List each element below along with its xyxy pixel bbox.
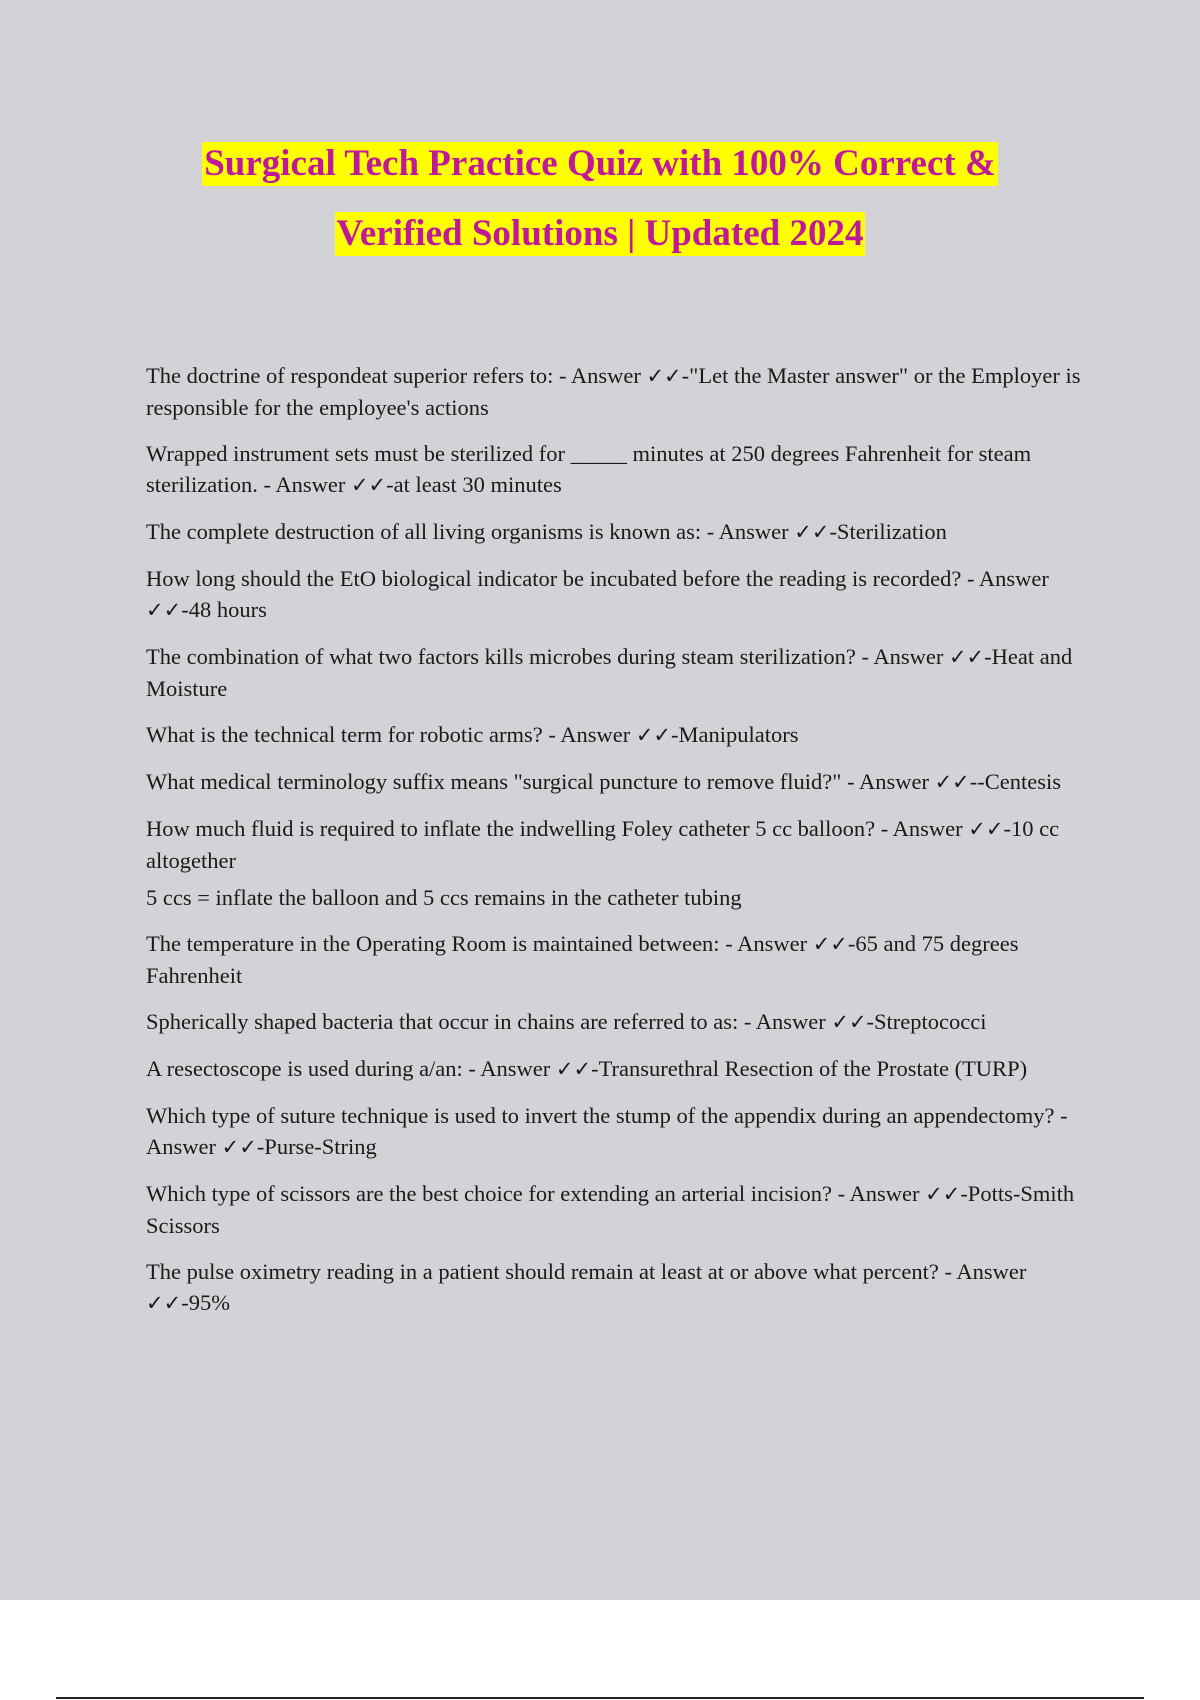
double-check-icon: ✓✓: [948, 645, 985, 669]
qa-item: [146, 563, 1096, 626]
answer-text: --Centesis: [969, 769, 1062, 794]
footer-divider: [56, 1697, 1144, 1699]
question-text: A resectoscope is used during a/an: -: [146, 1056, 481, 1081]
answer-label: Answer: [858, 769, 929, 794]
question-text: Which type of suture technique is used to invert the stump of the appendix during an appendectomy? -: [146, 1103, 1068, 1128]
qa-item: [146, 516, 1096, 548]
answer-label: Answer: [570, 363, 641, 388]
qa-item: [146, 1006, 1096, 1038]
question-text: What is the technical term for robotic arms? -: [146, 722, 561, 747]
qa-item: [146, 766, 1096, 798]
qa-item: [146, 360, 1096, 423]
question-text: The temperature in the Operating Room is maintained between: -: [146, 931, 738, 956]
answer-text: -Heat and Moisture: [146, 644, 1073, 701]
double-check-icon: ✓✓: [555, 1057, 592, 1081]
qa-item: [146, 1100, 1096, 1163]
double-check-icon: ✓✓: [646, 364, 682, 388]
double-check-icon: ✓✓: [146, 1291, 182, 1315]
answer-label: Answer: [480, 1056, 551, 1081]
answer-label: Answer: [849, 1181, 920, 1206]
question-text: The combination of what two factors kills microbes during steam sterilization? -: [146, 644, 874, 669]
title-line-1: Surgical Tech Practice Quiz with 100% Correct &: [204, 143, 996, 184]
answer-label: Answer: [755, 1009, 826, 1034]
question-text: Which type of scissors are the best choice for extending an arterial incision? -: [146, 1181, 850, 1206]
double-check-icon: ✓✓: [350, 473, 387, 497]
answer-text: -65 and 75 degrees Fahrenheit: [146, 931, 1019, 988]
answer-text: -Manipulators: [671, 722, 799, 747]
question-text: The pulse oximetry reading in a patient should remain at least at or above what percent? -: [146, 1259, 957, 1284]
answer-label: Answer: [275, 472, 346, 497]
answer-label: Answer: [978, 566, 1049, 591]
answer-text: -"Let the Master answer" or the Employer is responsible for the employee's actions: [146, 363, 1081, 420]
answer-label: Answer: [737, 931, 808, 956]
answer-text: -48 hours: [181, 597, 267, 622]
double-check-icon: ✓✓: [968, 817, 1004, 841]
answer-label: Answer: [892, 816, 963, 841]
answer-label: Answer: [718, 519, 789, 544]
question-text: Spherically shaped bacteria that occur in chains are referred to as: -: [146, 1009, 756, 1034]
qa-item: [146, 438, 1096, 501]
double-check-icon: ✓✓: [635, 723, 672, 747]
qa-item: [146, 719, 1096, 751]
double-check-icon: ✓✓: [146, 598, 182, 622]
answer-text: -95%: [181, 1290, 230, 1315]
question-text: What medical terminology suffix means "surgical puncture to remove fluid?" -: [146, 769, 859, 794]
answer-text: -Potts-Smith Scissors: [146, 1181, 1075, 1238]
question-text: How long should the EtO biological indicator be incubated before the reading is recorded? -: [146, 566, 979, 591]
double-check-icon: ✓✓: [221, 1135, 257, 1159]
double-check-icon: ✓✓: [831, 1010, 867, 1034]
qa-item: [146, 1053, 1096, 1085]
question-text: How much fluid is required to inflate the indwelling Foley catheter 5 cc balloon? -: [146, 816, 893, 841]
qa-item: [146, 928, 1096, 991]
double-check-icon: ✓✓: [925, 1182, 961, 1206]
answer-label: Answer: [956, 1259, 1027, 1284]
qa-item: [146, 1178, 1096, 1241]
answer-note: 5 ccs = inflate the balloon and 5 ccs remains in the catheter tubing: [146, 885, 742, 910]
double-check-icon: ✓✓: [812, 932, 848, 956]
answer-text: -Streptococci: [866, 1009, 987, 1034]
title-line-2: Verified Solutions | Updated 2024: [336, 213, 864, 254]
qa-item: [146, 813, 1096, 876]
question-text: The complete destruction of all living organisms is known as: -: [146, 519, 719, 544]
answer-label: Answer: [560, 722, 631, 747]
answer-label: Answer: [873, 644, 944, 669]
qa-list: [146, 360, 1096, 1334]
answer-label: Answer: [146, 1134, 216, 1159]
double-check-icon: ✓✓: [794, 520, 830, 544]
answer-text: -Sterilization: [829, 519, 947, 544]
question-text: Wrapped instrument sets must be sterilized for _____ minutes at 250 degrees Fahrenheit for steam sterilization. -: [146, 441, 1032, 497]
question-text: The doctrine of respondeat superior refers to: -: [146, 363, 571, 388]
answer-text: -Purse-String: [256, 1134, 377, 1159]
qa-item: [146, 1256, 1096, 1319]
answer-text: -at least 30 minutes: [386, 472, 562, 497]
answer-text: -10 cc altogether: [146, 816, 1060, 873]
qa-item: [146, 641, 1096, 704]
answer-text: -Transurethral Resection of the Prostate (TURP): [591, 1056, 1028, 1081]
double-check-icon: ✓✓: [934, 770, 970, 794]
document-title: [0, 142, 1200, 282]
